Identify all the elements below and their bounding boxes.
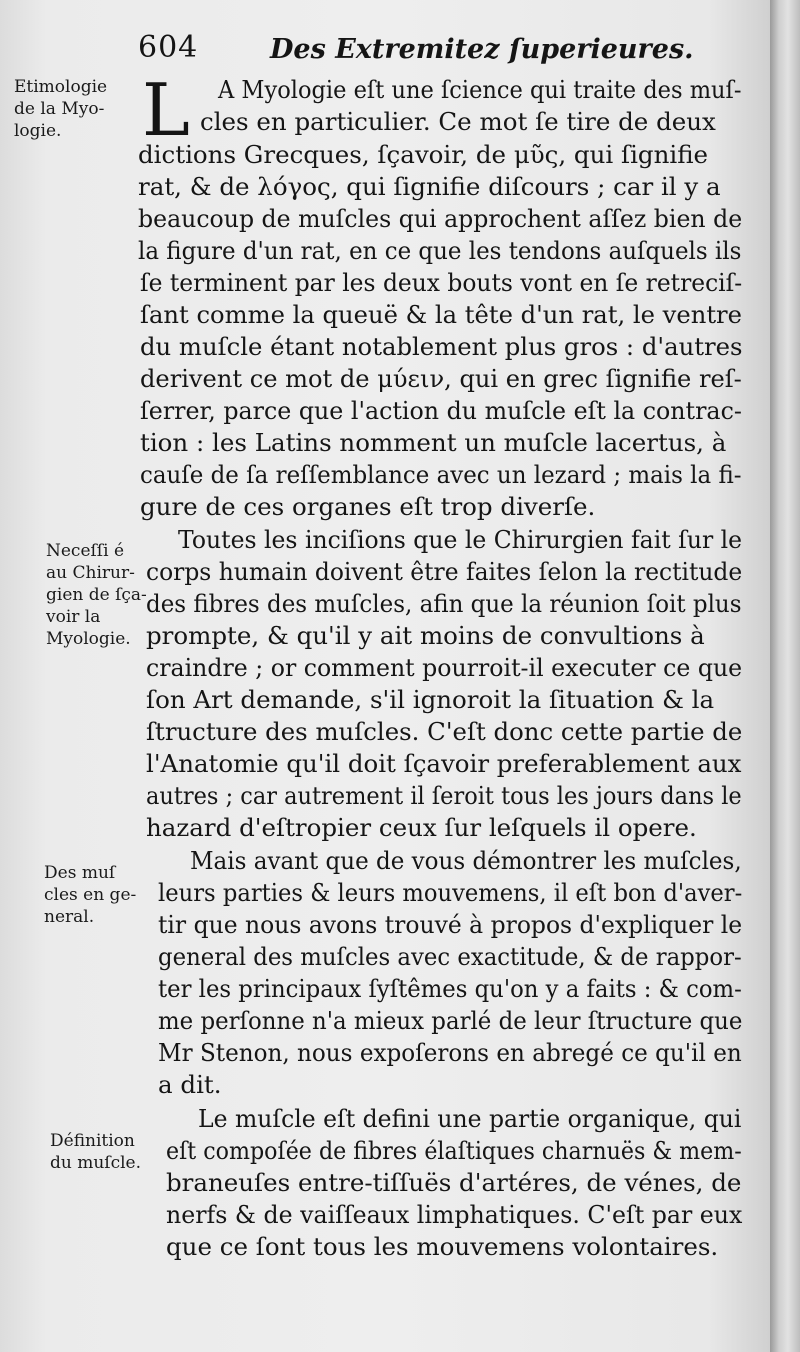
body-line: des fibres des muſcles, afin que la réunion ſoit plus <box>146 589 742 618</box>
body-line: cauſe de ſa reſſemblance avec un lezard ; mais la fi- <box>140 460 742 489</box>
body-line: general des muſcles avec exactitude, & de rappor- <box>158 942 742 971</box>
page-edge <box>770 0 800 1352</box>
sidenote-muscles-general: Des muſ cles en ge- neral. <box>44 863 137 927</box>
body-line: leurs parties & leurs mouvemens, il eſt bon d'aver- <box>158 878 743 907</box>
body-line: ſant comme la queuë & la tête d'un rat, le ventre <box>140 300 742 329</box>
body-line: Mais avant que de vous démontrer les muſcles, <box>190 846 742 875</box>
body-line: prompte, & qu'il y ait moins de convultions à <box>146 621 705 650</box>
body-line: me perſonne n'a mieux parlé de leur ſtructure que <box>158 1006 743 1035</box>
body-line: ſerrer, parce que l'action du muſcle eſt la contrac- <box>140 396 742 425</box>
body-line: gure de ces organes eſt trop diverſe. <box>140 492 596 521</box>
body-line: nerfs & de vaiſſeaux limphatiques. C'eſt par eux <box>166 1200 743 1229</box>
page-header <box>138 30 738 70</box>
body-line: beaucoup de muſcles qui approchent aſſez bien de <box>138 204 743 233</box>
body-line: dictions Grecques, ſçavoir, de μῦς, qui ſignifie <box>138 140 709 169</box>
body-line: cles en particulier. Ce mot ſe tire de deux <box>200 107 716 136</box>
body-line: Mr Stenon, nous expoſerons en abregé ce qu'il en <box>158 1038 742 1067</box>
body-line: A Myologie eſt une ſcience qui traite des muſ- <box>218 75 742 104</box>
body-line: Toutes les inciſions que le Chirurgien fait ſur le <box>178 525 743 554</box>
sidenote-etymology: Etimologie de la Myo- logie. <box>14 77 108 141</box>
body-line: tir que nous avons trouvé à propos d'expliquer le <box>158 910 743 939</box>
body-line: ſon Art demande, s'il ignoroit la ſituation & la <box>146 685 715 714</box>
body-line: braneuſes entre-tiſſuës d'artéres, de vénes, de <box>166 1168 742 1197</box>
body-line: rat, & de λόγος, qui ſignifie diſcours ; car il y a <box>138 172 721 201</box>
body-line: ſtructure des muſcles. C'eſt donc cette partie de <box>146 717 743 746</box>
page-number: 604 <box>138 30 199 65</box>
body-line: hazard d'eſtropier ceux ſur leſquels il opere. <box>146 813 697 842</box>
body-line: l'Anatomie qu'il doit ſçavoir preferablement aux <box>146 749 742 778</box>
body-line: Le muſcle eſt defini une partie organique, qui <box>198 1104 742 1133</box>
body-line: ter les principaux ſyſtêmes qu'on y a faits : & com- <box>158 974 742 1003</box>
body-line: du muſcle étant notablement plus gros : d'autres <box>140 332 743 361</box>
body-line: a dit. <box>158 1070 222 1099</box>
body-line: corps humain doivent être faites ſelon la rectitude <box>146 557 743 586</box>
sidenote-muscle-definition: Définition du muſcle. <box>50 1131 142 1173</box>
body-line: eſt compoſée de fibres élaſtiques charnuës & mem- <box>166 1136 742 1165</box>
sidenote-necessity: Neceſſi é au Chirur- gien de ſça- voir la Myologie. <box>46 541 147 649</box>
body-line: craindre ; or comment pourroit-il executer ce que <box>146 653 743 682</box>
body-line: tion : les Latins nomment un muſcle lacertus, à <box>140 428 727 457</box>
body-line: autres ; car autrement il ſeroit tous les jours dans le <box>146 781 742 810</box>
drop-cap: L <box>142 68 190 152</box>
body-line: que ce ſont tous les mouvemens volontaires. <box>166 1232 719 1261</box>
body-line: derivent ce mot de μύειν, qui en grec ſignifie reſ- <box>140 364 742 393</box>
body-line: la figure d'un rat, en ce que les tendons auſquels ils <box>138 236 742 265</box>
body-line: ſe terminent par les deux bouts vont en ſe retreciſ- <box>140 268 743 297</box>
running-title: Des Extremitez ſuperieures. <box>270 34 694 65</box>
